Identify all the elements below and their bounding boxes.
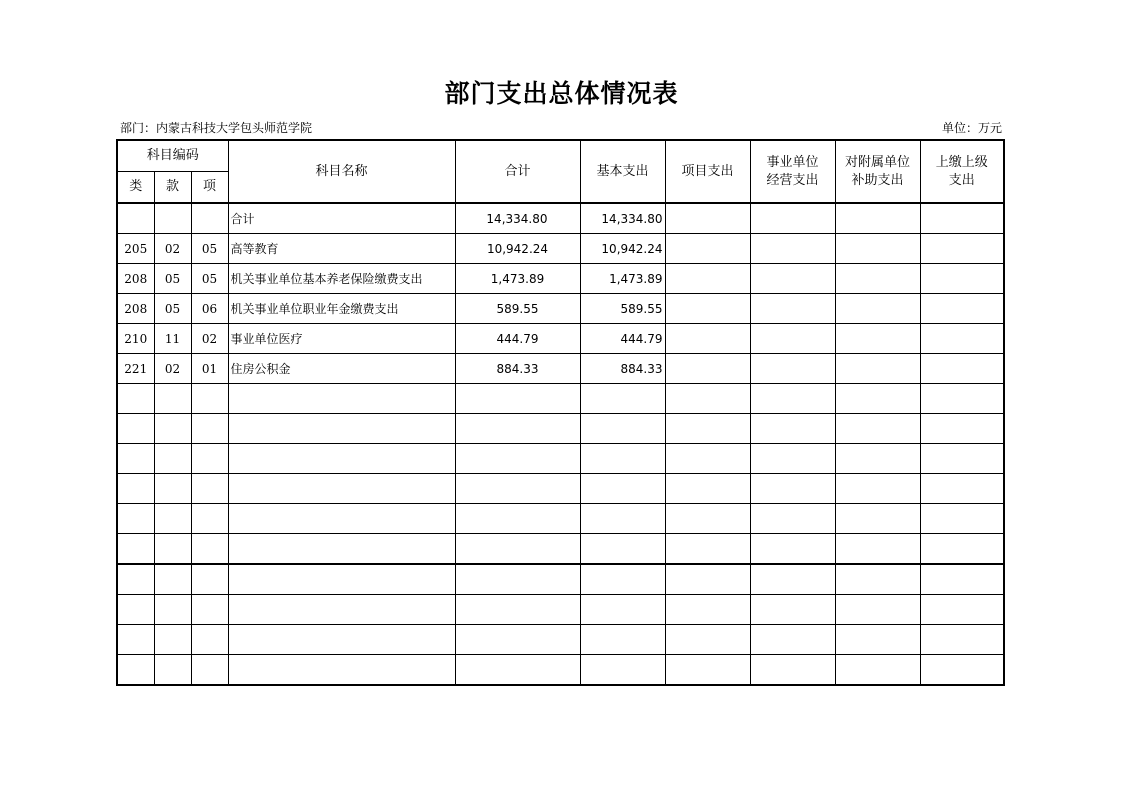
cell-project — [665, 203, 750, 234]
cell-subsidy — [835, 564, 920, 595]
header-remit-line2: 支出 — [948, 172, 975, 188]
cell-basic — [580, 534, 665, 565]
cell-xiang — [191, 384, 228, 414]
cell-lei: 208 — [117, 264, 154, 294]
header-business-line1: 事业单位 — [766, 154, 819, 170]
cell-basic — [580, 444, 665, 474]
cell-lei — [117, 444, 154, 474]
cell-business — [750, 625, 835, 655]
cell-total — [455, 504, 580, 534]
table-row — [117, 625, 1004, 655]
cell-project — [665, 655, 750, 686]
cell-xiang: 05 — [191, 234, 228, 264]
cell-total: 444.79 — [455, 324, 580, 354]
cell-basic — [580, 504, 665, 534]
cell-subsidy — [835, 203, 920, 234]
cell-total — [455, 384, 580, 414]
cell-lei — [117, 625, 154, 655]
cell-remit — [920, 564, 1004, 595]
cell-total — [455, 534, 580, 565]
cell-xiang — [191, 444, 228, 474]
cell-remit — [920, 294, 1004, 324]
cell-remit — [920, 625, 1004, 655]
cell-lei — [117, 474, 154, 504]
cell-project — [665, 384, 750, 414]
cell-subject-name — [228, 474, 455, 504]
cell-lei — [117, 414, 154, 444]
cell-subject-name: 高等教育 — [228, 234, 455, 264]
cell-subject-name — [228, 534, 455, 565]
cell-kuan — [154, 504, 191, 534]
cell-kuan — [154, 414, 191, 444]
cell-subject-name — [228, 414, 455, 444]
cell-subsidy — [835, 504, 920, 534]
cell-business — [750, 474, 835, 504]
cell-xiang — [191, 474, 228, 504]
cell-remit — [920, 474, 1004, 504]
cell-business — [750, 203, 835, 234]
cell-subsidy — [835, 534, 920, 565]
cell-xiang — [191, 504, 228, 534]
header-subject-name: 科目名称 — [228, 140, 455, 203]
cell-subject-name: 事业单位医疗 — [228, 324, 455, 354]
cell-subsidy — [835, 264, 920, 294]
cell-xiang — [191, 414, 228, 444]
cell-project — [665, 534, 750, 565]
cell-basic — [580, 564, 665, 595]
table-row — [117, 655, 1004, 686]
cell-kuan: 05 — [154, 264, 191, 294]
table-row — [117, 234, 1004, 264]
cell-remit — [920, 264, 1004, 294]
header-subsidy-line1: 对附属单位 — [844, 154, 910, 170]
cell-project — [665, 294, 750, 324]
cell-kuan: 05 — [154, 294, 191, 324]
cell-lei — [117, 534, 154, 565]
header-remit-line1: 上缴上级 — [935, 154, 988, 170]
header-business — [750, 140, 835, 203]
header-total: 合计 — [455, 140, 580, 203]
cell-remit — [920, 384, 1004, 414]
cell-basic: 1,473.89 — [580, 264, 665, 294]
header-lei: 类 — [117, 172, 154, 204]
cell-subject-name: 合计 — [228, 203, 455, 234]
cell-total: 14,334.80 — [455, 203, 580, 234]
cell-lei — [117, 564, 154, 595]
cell-total — [455, 655, 580, 686]
cell-project — [665, 564, 750, 595]
cell-remit — [920, 595, 1004, 625]
header-kuan: 款 — [154, 172, 191, 204]
cell-project — [665, 595, 750, 625]
cell-business — [750, 655, 835, 686]
department-label: 部门：内蒙古科技大学包头师范学院 — [120, 121, 313, 135]
cell-project — [665, 264, 750, 294]
cell-business — [750, 504, 835, 534]
cell-total — [455, 625, 580, 655]
cell-xiang: 02 — [191, 324, 228, 354]
cell-kuan — [154, 595, 191, 625]
table-body — [117, 203, 1004, 685]
cell-business — [750, 294, 835, 324]
cell-business — [750, 264, 835, 294]
cell-project — [665, 444, 750, 474]
cell-basic: 589.55 — [580, 294, 665, 324]
cell-remit — [920, 414, 1004, 444]
table-row — [117, 414, 1004, 444]
cell-kuan: 02 — [154, 234, 191, 264]
cell-kuan — [154, 203, 191, 234]
cell-remit — [920, 655, 1004, 686]
table-row — [117, 564, 1004, 595]
cell-subsidy — [835, 294, 920, 324]
total-row — [117, 203, 1004, 234]
cell-lei — [117, 655, 154, 686]
cell-kuan — [154, 655, 191, 686]
cell-subject-name — [228, 384, 455, 414]
cell-xiang — [191, 595, 228, 625]
cell-remit — [920, 534, 1004, 565]
unit-label: 单位：万元 — [941, 121, 1002, 135]
cell-basic — [580, 595, 665, 625]
header-remit — [920, 140, 1004, 203]
expenditure-table — [116, 139, 1005, 686]
cell-business — [750, 234, 835, 264]
cell-xiang: 01 — [191, 354, 228, 384]
cell-remit — [920, 354, 1004, 384]
cell-basic — [580, 655, 665, 686]
table-row — [117, 595, 1004, 625]
cell-basic — [580, 625, 665, 655]
cell-kuan — [154, 474, 191, 504]
cell-kuan — [154, 384, 191, 414]
table-row — [117, 264, 1004, 294]
cell-total: 589.55 — [455, 294, 580, 324]
cell-subject-name — [228, 655, 455, 686]
cell-lei: 208 — [117, 294, 154, 324]
cell-business — [750, 444, 835, 474]
cell-kuan — [154, 564, 191, 595]
cell-business — [750, 595, 835, 625]
table-row — [117, 384, 1004, 414]
cell-subsidy — [835, 474, 920, 504]
header-project: 项目支出 — [665, 140, 750, 203]
cell-basic — [580, 414, 665, 444]
cell-project — [665, 474, 750, 504]
cell-lei: 205 — [117, 234, 154, 264]
header-subsidy — [835, 140, 920, 203]
cell-kuan: 11 — [154, 324, 191, 354]
cell-business — [750, 534, 835, 565]
cell-xiang — [191, 655, 228, 686]
cell-lei — [117, 504, 154, 534]
cell-subsidy — [835, 444, 920, 474]
cell-business — [750, 324, 835, 354]
cell-basic — [580, 474, 665, 504]
cell-subject-name — [228, 595, 455, 625]
table-row — [117, 534, 1004, 565]
cell-total — [455, 414, 580, 444]
cell-lei — [117, 203, 154, 234]
cell-business — [750, 564, 835, 595]
cell-subject-name — [228, 444, 455, 474]
cell-business — [750, 414, 835, 444]
table-row — [117, 294, 1004, 324]
cell-basic: 10,942.24 — [580, 234, 665, 264]
cell-lei: 210 — [117, 324, 154, 354]
cell-project — [665, 504, 750, 534]
cell-subject-name: 机关事业单位基本养老保险缴费支出 — [228, 264, 455, 294]
cell-xiang: 05 — [191, 264, 228, 294]
cell-basic: 14,334.80 — [580, 203, 665, 234]
cell-subsidy — [835, 595, 920, 625]
cell-total: 884.33 — [455, 354, 580, 384]
cell-project — [665, 625, 750, 655]
table-row — [117, 444, 1004, 474]
cell-total: 10,942.24 — [455, 234, 580, 264]
cell-subject-name: 住房公积金 — [228, 354, 455, 384]
table-row — [117, 504, 1004, 534]
cell-business — [750, 384, 835, 414]
cell-basic: 884.33 — [580, 354, 665, 384]
cell-kuan — [154, 534, 191, 565]
cell-subsidy — [835, 384, 920, 414]
cell-subsidy — [835, 414, 920, 444]
cell-lei: 221 — [117, 354, 154, 384]
cell-project — [665, 324, 750, 354]
cell-project — [665, 354, 750, 384]
page-title: 部门支出总体情况表 — [444, 79, 679, 108]
cell-project — [665, 234, 750, 264]
cell-remit — [920, 444, 1004, 474]
cell-remit — [920, 203, 1004, 234]
cell-lei — [117, 595, 154, 625]
cell-subsidy — [835, 655, 920, 686]
cell-subject-name — [228, 504, 455, 534]
cell-total — [455, 444, 580, 474]
table-row — [117, 324, 1004, 354]
cell-subsidy — [835, 324, 920, 354]
header-business-line2: 经营支出 — [766, 172, 819, 188]
cell-subsidy — [835, 354, 920, 384]
cell-lei — [117, 384, 154, 414]
cell-xiang: 06 — [191, 294, 228, 324]
table-row — [117, 474, 1004, 504]
cell-remit — [920, 504, 1004, 534]
cell-subject-name — [228, 564, 455, 595]
cell-total — [455, 564, 580, 595]
cell-total: 1,473.89 — [455, 264, 580, 294]
cell-remit — [920, 234, 1004, 264]
cell-business — [750, 354, 835, 384]
cell-xiang — [191, 625, 228, 655]
header-subsidy-line2: 补助支出 — [851, 172, 904, 188]
cell-xiang — [191, 564, 228, 595]
cell-kuan: 02 — [154, 354, 191, 384]
cell-xiang — [191, 203, 228, 234]
cell-remit — [920, 324, 1004, 354]
cell-subject-name: 机关事业单位职业年金缴费支出 — [228, 294, 455, 324]
cell-subsidy — [835, 625, 920, 655]
cell-kuan — [154, 625, 191, 655]
cell-total — [455, 474, 580, 504]
table-row — [117, 354, 1004, 384]
cell-xiang — [191, 534, 228, 565]
cell-basic — [580, 384, 665, 414]
cell-subsidy — [835, 234, 920, 264]
header-xiang: 项 — [191, 172, 228, 204]
cell-project — [665, 414, 750, 444]
cell-total — [455, 595, 580, 625]
cell-kuan — [154, 444, 191, 474]
cell-subject-name — [228, 625, 455, 655]
header-code-group: 科目编码 — [117, 140, 228, 172]
cell-basic: 444.79 — [580, 324, 665, 354]
header-basic: 基本支出 — [580, 140, 665, 203]
